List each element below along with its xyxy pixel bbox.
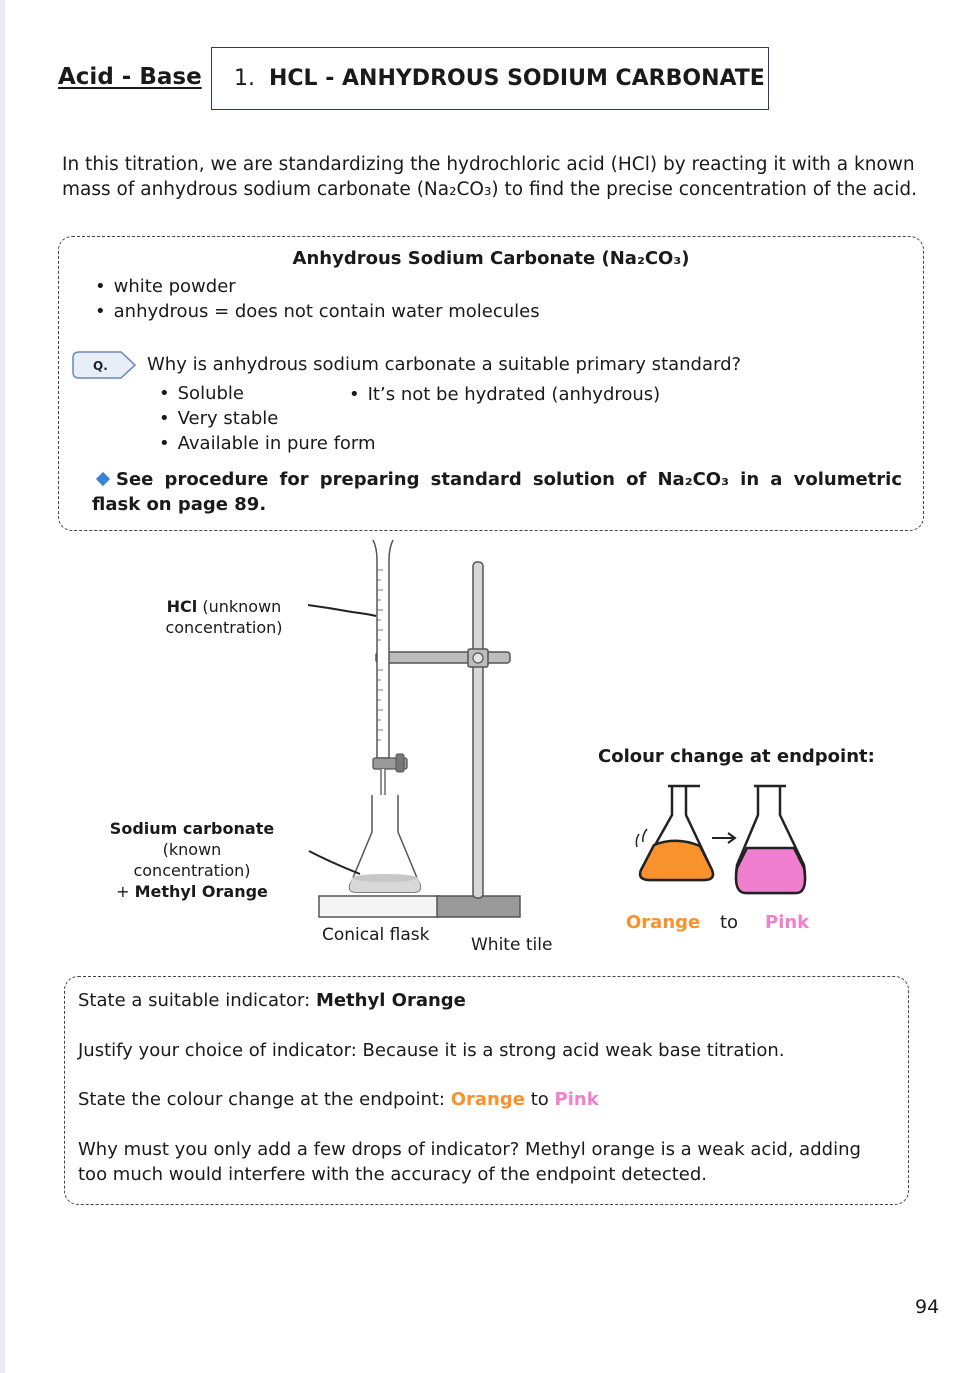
stand-base [437,896,520,917]
qa-line-justify: Justify your choice of indicator: Because it is a strong acid weak base titration. [78,1040,785,1061]
list-item: • Soluble [159,381,376,406]
question-text: Why is anhydrous sodium carbonate a suitable primary standard? [147,354,742,375]
list-item: • Available in pure form [159,431,376,456]
answer-extra: • It’s not be hydrated (anhydrous) [349,384,660,405]
sodium-carbonate-label: Sodium carbonate (known concentration) + Methyl Orange [109,819,275,901]
qa-box [64,976,909,1205]
white-tile-label: White tile [471,935,553,955]
property-list [95,274,540,324]
question-badge-label: Q. [93,359,108,373]
burette [373,540,393,758]
diamond-bullet-icon [96,472,110,486]
to-colour-label: Pink [765,912,810,933]
page-title: HCL - ANHYDROUS SODIUM CARBONATE [269,66,765,91]
page-number: 94 [915,1296,940,1318]
stand-rod [473,562,483,898]
list-item: • white powder [95,274,540,299]
qa-line-indicator: State a suitable indicator: Methyl Orange [78,990,466,1011]
intro-paragraph: In this titration, we are standardizing the hydrochloric acid (HCl) by reacting it with a known mass of anhydrous sodium carbonate (Na₂CO₃) to find the precise concentration of the acid. [62,154,917,200]
pink-flask-icon [736,786,805,893]
to-word: to [720,912,739,933]
from-colour-label: Orange [626,912,701,933]
info-box [58,236,924,531]
orange-flask-icon [636,786,713,880]
title-box [211,47,769,110]
hcl-pointer-line [308,605,376,616]
info-heading: Anhydrous Sodium Carbonate (Na₂CO₃) [292,248,690,269]
conical-flask-label: Conical flask [322,925,430,945]
answer-list [159,381,376,456]
arrow-right-icon [712,833,735,843]
list-item: • anhydrous = does not contain water molecules [95,299,540,324]
clamp-arm [376,652,510,663]
qa-line-drops: Why must you only add a few drops of indicator? Methyl orange is a weak acid, adding too much would interfere with the accuracy of the endpoint detected. [78,1139,861,1185]
white-tile [319,896,439,917]
list-item: • Very stable [159,406,376,431]
qa-line-colour: State the colour change at the endpoint: Orange to Pink [78,1089,599,1110]
section-title: Acid - Base [58,64,202,90]
see-procedure-note: See procedure for preparing standard solution of Na₂CO₃ in a volumetric flask on page 89. [92,469,902,515]
question-badge [71,350,137,380]
hcl-label: HCl (unknown concentration) [165,597,283,637]
title-number: 1. [234,66,255,91]
colour-change-heading: Colour change at endpoint: [598,746,875,767]
flask-pointer-line [309,851,360,874]
